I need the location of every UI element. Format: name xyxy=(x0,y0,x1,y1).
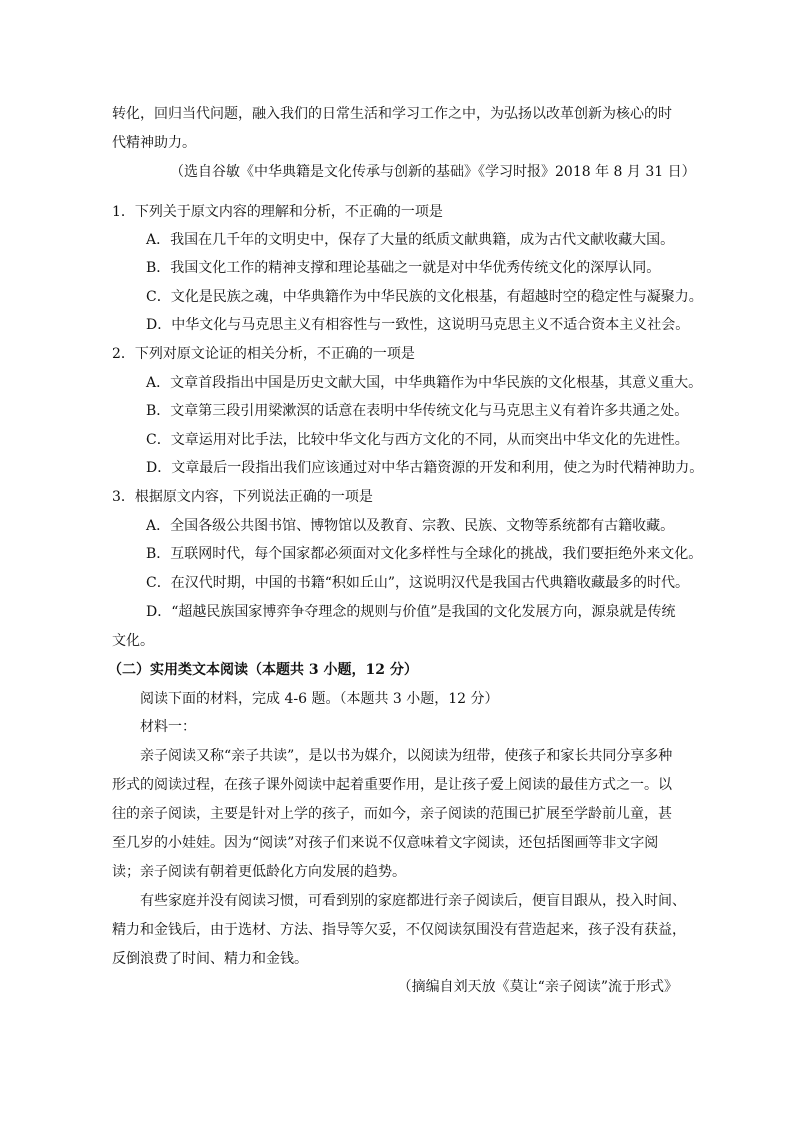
question-1-option-c: C．文化是民族之魂，中华典籍作为中华民族的文化根基，有超越时空的稳定性与凝聚力。 xyxy=(146,289,703,305)
paragraph-1-line-5: 读；亲子阅读有朝着更低龄化方向发展的趋势。 xyxy=(112,864,406,880)
paragraph-1-line-3: 往的亲子阅读，主要是针对上学的孩子，而如今，亲子阅读的范围已扩展至学龄前儿童，甚 xyxy=(112,806,672,822)
paragraph-1-line-1: 亲子阅读又称“亲子共读”，是以书为媒介，以阅读为纽带，使孩子和家长共同分享多种 xyxy=(140,748,673,764)
question-2-option-d: D．文章最后一段指出我们应该通过对中华古籍资源的开发和利用，使之为时代精神助力。 xyxy=(146,460,704,476)
paragraph-1-line-2: 形式的阅读过程，在孩子课外阅读中起着重要作用，是让孩子爱上阅读的最佳方式之一。以 xyxy=(112,777,672,793)
material-source: （摘编自刘天放《莫让“亲子阅读”流于形式》 xyxy=(397,979,678,995)
question-1-option-d: D．中华文化与马克思主义有相容性与一致性，这说明马克思主义不适合资本主义社会。 xyxy=(146,317,690,333)
question-2-option-a: A．文章首段指出中国是历史文献大国，中华典籍作为中华民族的文化根基，其意义重大。 xyxy=(146,375,703,391)
section-2-instruction: 阅读下面的材料，完成 4-6 题。（本题共 3 小题，12 分） xyxy=(140,691,499,707)
question-3-option-a: A．全国各级公共图书馆、博物馆以及教育、宗教、民族、文物等系统都有古籍收藏。 xyxy=(146,518,675,534)
paragraph-2-line-2: 精力和金钱后，由于选材、方法、指导等欠妥，不仅阅读氛围没有营造起来，孩子没有获益， xyxy=(112,922,686,938)
question-2-option-b: B．文章第三段引用梁漱溟的话意在表明中华传统文化与马克思主义有着许多共通之处。 xyxy=(146,403,689,419)
question-2-option-c: C．文章运用对比手法，比较中华文化与西方文化的不同，从而突出中华文化的先进性。 xyxy=(146,432,689,448)
paragraph-2-line-3: 反倒浪费了时间、精力和金钱。 xyxy=(112,951,308,967)
intro-line-2: 代精神助力。 xyxy=(112,135,196,151)
question-1-stem: 1．下列关于原文内容的理解和分析，不正确的一项是 xyxy=(112,204,443,220)
paragraph-1-line-4: 至几岁的小娃娃。因为“阅读”对孩子们来说不仅意味着文字阅读，还包括图画等非文字阅 xyxy=(112,835,659,851)
intro-line-1: 转化，回归当代问题，融入我们的日常生活和学习工作之中，为弘扬以改革创新为核心的时 xyxy=(112,106,672,122)
material-label: 材料一： xyxy=(140,719,196,735)
article-source: （选自谷敏《中华典籍是文化传承与创新的基础》《学习时报》2018 年 8 月 31 日） xyxy=(170,164,696,180)
question-3-stem: 3．根据原文内容，下列说法正确的一项是 xyxy=(112,489,373,505)
section-2-heading: （二）实用类文本阅读（本题共 3 小题，12 分） xyxy=(108,662,418,678)
question-1-option-b: B．我国文化工作的精神支撑和理论基础之一就是对中华优秀传统文化的深厚认同。 xyxy=(146,260,661,276)
paragraph-2-line-1: 有些家庭并没有阅读习惯，可看到别的家庭都进行亲子阅读后，便盲目跟从，投入时间、 xyxy=(140,893,686,909)
question-2-stem: 2．下列对原文论证的相关分析，不正确的一项是 xyxy=(112,346,415,362)
question-3-option-c: C．在汉代时期，中国的书籍“积如丘山”，这说明汉代是我国古代典籍收藏最多的时代。 xyxy=(146,575,690,591)
question-1-option-a: A．我国在几千年的文明史中，保存了大量的纸质文献典籍，成为古代文献收藏大国。 xyxy=(146,232,675,248)
question-3-option-d-line-2: 文化。 xyxy=(112,633,154,649)
question-3-option-b: B．互联网时代，每个国家都必须面对文化多样性与全球化的挑战，我们要拒绝外来文化。 xyxy=(146,546,703,562)
question-3-option-d-line-1: D．“超越民族国家博弈争夺理念的规则与价值”是我国的文化发展方向，源泉就是传统 xyxy=(146,604,676,620)
